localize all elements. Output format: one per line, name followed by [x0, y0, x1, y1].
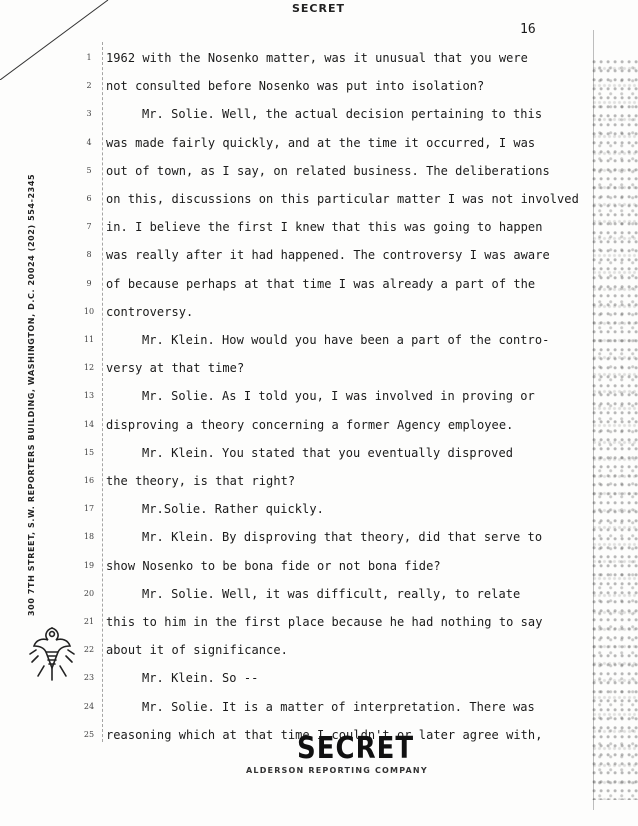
- transcript-line: [0, 446, 600, 466]
- line-text: this to him in the first place because he had nothing to say: [106, 615, 543, 629]
- transcript-line: [0, 502, 600, 522]
- transcript-line: [0, 587, 600, 607]
- line-number: 9: [86, 278, 92, 288]
- transcript-line: [0, 559, 600, 579]
- line-number: 14: [83, 419, 95, 429]
- line-number: 16: [83, 476, 95, 485]
- line-text: Mr. Solie. As I told you, I was involved in proving or: [142, 389, 535, 404]
- line-text: out of town, as I say, on related business. The deliberations: [106, 163, 550, 178]
- line-text: Mr. Solie. It is a matter of interpretation. There was: [142, 699, 535, 714]
- line-text: in. I believe the first I knew that this was going to happen: [106, 220, 543, 235]
- line-number: 24: [83, 701, 95, 711]
- transcript-line: [0, 389, 600, 409]
- secret-classification-stamp: SECRET: [297, 731, 415, 767]
- line-text: Mr. Klein. You stated that you eventually disproved: [142, 445, 514, 460]
- line-number: 7: [86, 222, 92, 232]
- transcript-line: [0, 136, 600, 156]
- transcript-line: [0, 305, 600, 325]
- line-number: 5: [86, 165, 92, 175]
- line-text: Mr. Klein. So --: [142, 671, 259, 686]
- line-number: 10: [83, 306, 95, 316]
- transcript-line: [0, 361, 600, 381]
- transcript-line: [0, 248, 600, 268]
- line-number: 19: [83, 560, 95, 570]
- line-number: 13: [83, 391, 95, 401]
- transcript-line: [0, 418, 600, 438]
- line-text: show Nosenko to be bona fide or not bona fide?: [106, 558, 441, 573]
- line-number: 4: [86, 137, 92, 147]
- line-number: 18: [83, 532, 95, 542]
- line-number: 11: [83, 335, 95, 344]
- line-number: 17: [83, 504, 95, 514]
- line-number: 22: [83, 645, 95, 655]
- line-text: 1962 with the Nosenko matter, was it unusual that you were: [106, 51, 528, 65]
- line-text: on this, discussions on this particular matter I was not involved: [106, 192, 579, 206]
- top-classification-stamp: SECRET: [292, 2, 345, 15]
- line-text: the theory, is that right?: [106, 474, 296, 488]
- line-text: about it of significance.: [106, 643, 288, 658]
- transcript-line: [0, 277, 600, 297]
- line-text: Mr. Klein. How would you have been a part of the contro-: [142, 333, 550, 347]
- line-text: was made fairly quickly, and at the time it occurred, I was: [106, 135, 536, 150]
- line-text: disproving a theory concerning a former Agency employee.: [106, 417, 514, 432]
- transcript-line: [0, 164, 600, 184]
- line-text: Mr. Klein. By disproving that theory, did that serve to: [142, 530, 543, 545]
- line-number: 25: [83, 729, 95, 739]
- line-number: 15: [83, 447, 95, 457]
- line-number: 21: [83, 617, 95, 626]
- transcript-line: [0, 192, 600, 212]
- line-number: 12: [83, 363, 95, 373]
- line-text: Mr. Solie. Well, the actual decision pertaining to this: [142, 107, 543, 122]
- line-text: Mr. Solie. Well, it was difficult, really, to relate: [142, 586, 521, 601]
- transcript-line: [0, 474, 600, 494]
- line-number: 3: [86, 109, 92, 119]
- line-number: 23: [83, 673, 95, 683]
- line-text: reasoning which at that time I couldn't or later agree with,: [106, 727, 543, 742]
- line-text: not consulted before Nosenko was put into isolation?: [106, 79, 485, 94]
- transcript-line: [0, 700, 600, 720]
- transcript-line: [0, 530, 600, 550]
- line-text: was really after it had happened. The controversy I was aware: [106, 248, 550, 263]
- transcript-line: [0, 671, 600, 691]
- transcript-line: [0, 643, 600, 663]
- line-number: 20: [83, 588, 95, 598]
- line-number: 2: [86, 81, 92, 91]
- reporting-company-footer: ALDERSON REPORTING COMPANY: [246, 766, 428, 775]
- transcript-line: [0, 615, 600, 635]
- line-text: versy at that time?: [106, 361, 245, 376]
- transcript-line: [0, 107, 600, 127]
- page-number: 16: [520, 22, 536, 37]
- line-text: Mr.Solie. Rather quickly.: [142, 502, 324, 517]
- line-number: 1: [86, 53, 92, 62]
- line-number: 8: [86, 250, 92, 260]
- transcript-line: [0, 51, 600, 71]
- reporter-address: 300 7TH STREET, S.W. REPORTERS BUILDING, WASHINGTON, D.C. 20024 (202) 554-2345: [27, 173, 36, 616]
- line-text: of because perhaps at that time I was already a part of the: [106, 276, 536, 291]
- line-number: 6: [86, 194, 92, 203]
- transcript-line: [0, 220, 600, 240]
- line-text: controversy.: [106, 304, 194, 319]
- transcript-line: [0, 79, 600, 99]
- transcript-line: [0, 333, 600, 353]
